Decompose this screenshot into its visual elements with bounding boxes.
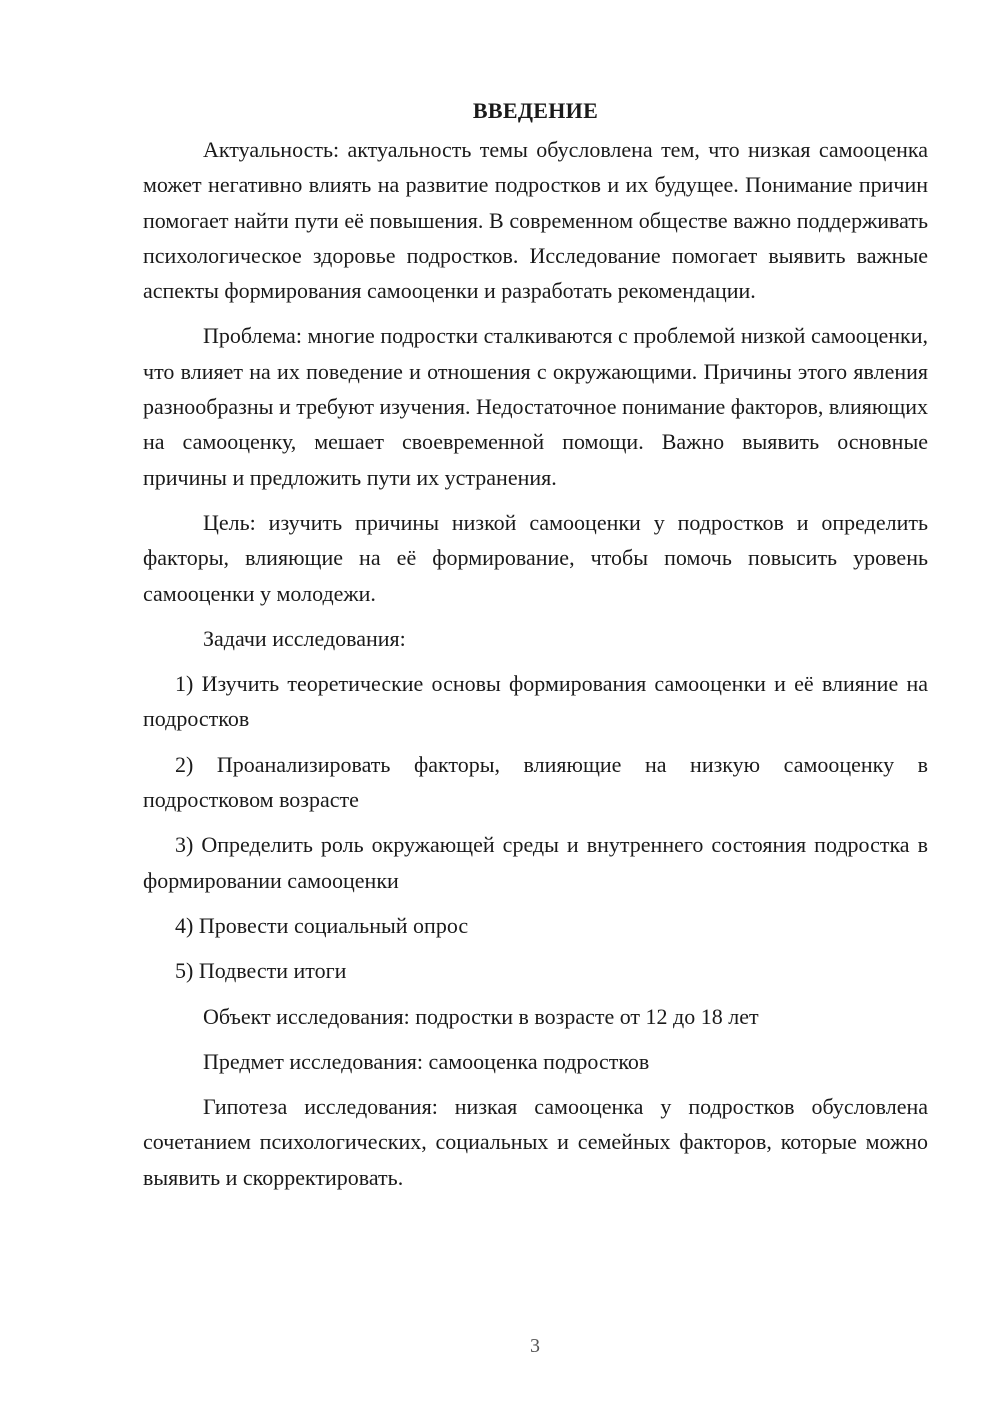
page-number: 3 bbox=[530, 1335, 540, 1357]
paragraph-subject: Предмет исследования: самооценка подростков bbox=[203, 1048, 650, 1074]
tasks-heading: Задачи исследования: bbox=[203, 625, 406, 651]
paragraph-object: Объект исследования: подростки в возрасте от 12 до 18 лет bbox=[203, 1003, 759, 1029]
page-title: ВВЕДЕНИЕ bbox=[472, 98, 599, 123]
paragraph-goal: Цель: изучить причины низкой самооценки у подростков и определить факторы, влияющие на её формирование, чтобы помочь повысить уровень самооценки у молодежи. bbox=[143, 509, 928, 606]
paragraph-problem: Проблема: многие подростки сталкиваются с проблемой низкой самооценки, что влияет на их поведение и отношения с окружающими. Причины этого явления разнообразны и требуют изучения. Недостаточное понимание факторов, влияющих на самооценку, мешает своевременной помощи. Важно выявить основные причины и предложить пути их устранения. bbox=[143, 323, 928, 490]
task-item-3: 3) Определить роль окружающей среды и внутреннего состояния подростка в формировании самооценки bbox=[143, 832, 928, 893]
page-content bbox=[143, 96, 928, 1205]
paragraph-hypothesis: Гипотеза исследования: низкая самооценка у подростков обусловлена сочетанием психологических, социальных и семейных факторов, которые можно выявить и скорректировать. bbox=[143, 1094, 928, 1190]
paragraph-relevance: Актуальность: актуальность темы обусловлена тем, что низкая самооценка может негативно влиять на развитие подростков и их будущее. Понимание причин помогает найти пути её повышения. В современном обществе важно поддерживать психологическое здоровье подростков. Исследование помогает выявить важные аспекты формирования самооценки и разработать рекомендации. bbox=[143, 137, 928, 304]
task-item-2: 2) Проанализировать факторы, влияющие на низкую самооценку в подростковом возрасте bbox=[143, 751, 928, 813]
task-item-1: 1) Изучить теоретические основы формирования самооценки и её влияние на подростков bbox=[143, 671, 928, 732]
task-item-4: 4) Провести социальный опрос bbox=[175, 912, 469, 938]
task-item-5: 5) Подвести итоги bbox=[175, 958, 347, 984]
